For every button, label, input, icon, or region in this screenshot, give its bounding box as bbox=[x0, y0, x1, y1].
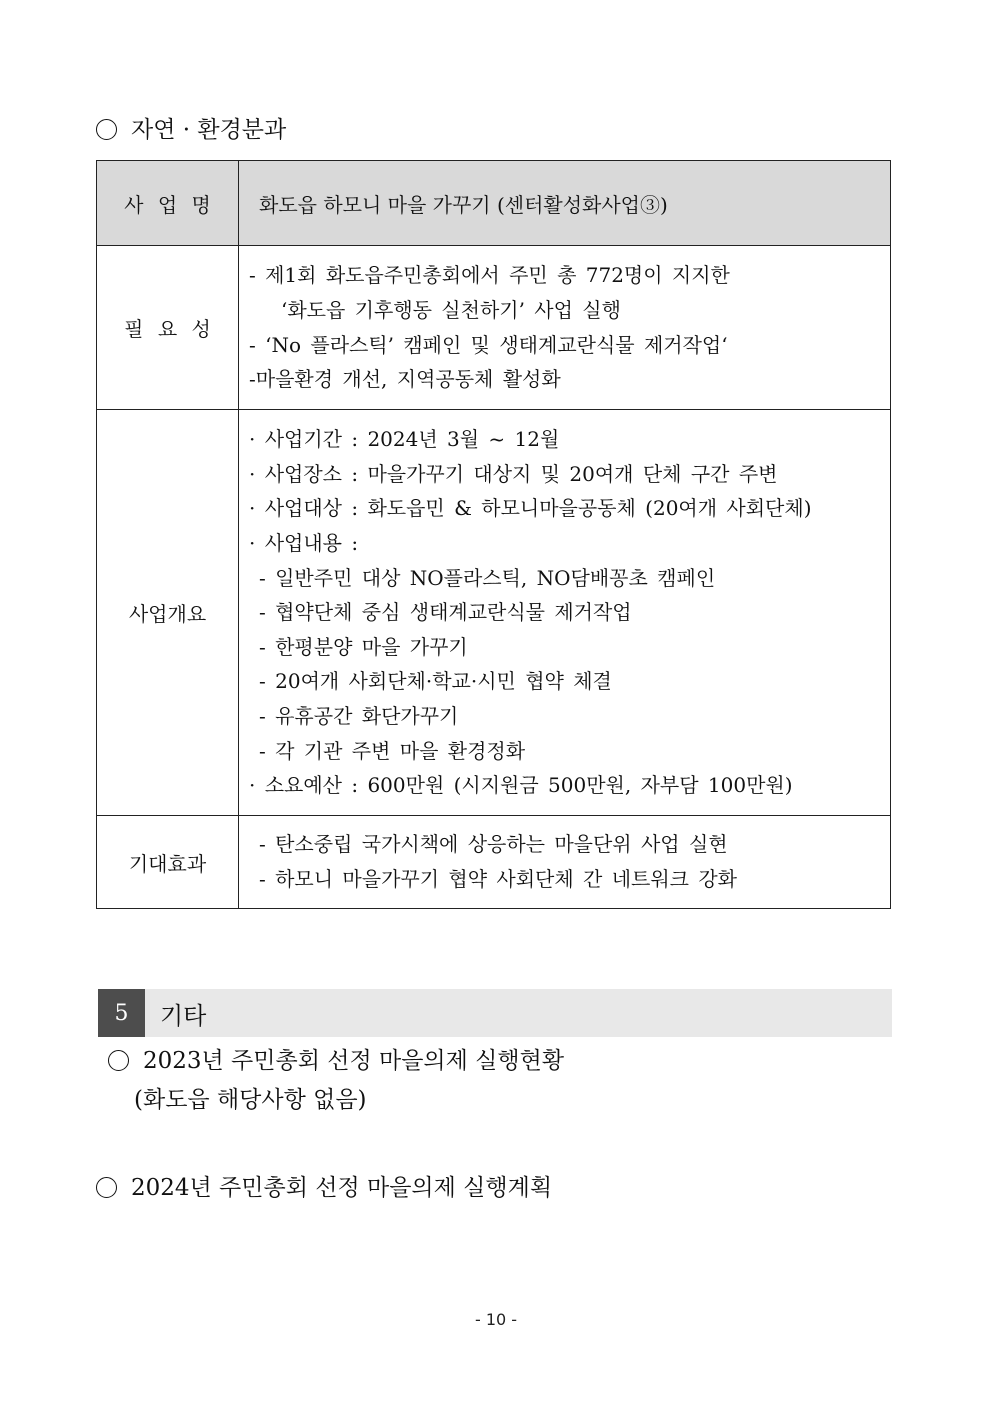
heading-text: 자연 · 환경분과 bbox=[131, 117, 287, 143]
list-item: - 각 기관 주변 마을 환경정화 bbox=[259, 738, 526, 763]
item-2024-heading bbox=[96, 1173, 552, 1203]
list-item: - 유휴공간 화단가꾸기 bbox=[259, 703, 459, 728]
list-item: - 일반주민 대상 NO플라스틱, NO담배꽁초 캠페인 bbox=[259, 565, 716, 590]
section-number-badge: 5 bbox=[98, 989, 145, 1037]
list-item: · 사업기간 : 2024년 3월 ~ 12월 bbox=[249, 427, 560, 452]
overview-content bbox=[239, 410, 891, 816]
effect-label: 기대효과 bbox=[97, 816, 239, 909]
list-item: ‘화도읍 기후행동 실천하기’ 사업 실행 bbox=[281, 297, 621, 322]
circle-bullet-icon bbox=[108, 1050, 129, 1071]
list-item: -마을환경 개선, 지역공동체 활성화 bbox=[249, 367, 561, 392]
necessity-label: 필 요 성 bbox=[97, 246, 239, 410]
list-item: · 소요예산 : 600만원 (시지원금 500만원, 자부담 100만원) bbox=[249, 773, 793, 798]
item-2023-note: (화도읍 해당사항 없음) bbox=[134, 1087, 367, 1113]
page-number: - 10 - bbox=[474, 1310, 518, 1329]
overview-label: 사업개요 bbox=[97, 410, 239, 816]
list-item: - 제1회 화도읍주민총회에서 주민 총 772명이 지지한 bbox=[249, 263, 730, 288]
table-row-overview bbox=[97, 410, 891, 816]
section-5-header bbox=[98, 989, 892, 1037]
effect-content bbox=[239, 816, 891, 909]
table-row-effect bbox=[97, 816, 891, 909]
nature-environment-heading bbox=[96, 115, 286, 145]
circle-bullet-icon bbox=[96, 119, 117, 140]
list-item: - ‘No 플라스틱’ 캠페인 및 생태계교란식물 제거작업‘ bbox=[249, 332, 728, 357]
project-name-label: 사 업 명 bbox=[97, 161, 239, 246]
list-item: · 사업대상 : 화도읍민 & 하모니마을공동체 (20여개 사회단체) bbox=[249, 496, 812, 521]
item-2023-heading bbox=[108, 1046, 564, 1076]
item-2024-text: 2024년 주민총회 선정 마을의제 실행계획 bbox=[131, 1175, 553, 1201]
list-item: - 한평분양 마을 가꾸기 bbox=[259, 634, 468, 659]
list-item: · 사업장소 : 마을가꾸기 대상지 및 20여개 단체 구간 주변 bbox=[249, 461, 778, 486]
table-row-project-name bbox=[97, 161, 891, 246]
necessity-content bbox=[239, 246, 891, 410]
item-2023-text: 2023년 주민총회 선정 마을의제 실행현황 bbox=[143, 1048, 565, 1074]
project-table bbox=[96, 160, 891, 909]
list-item: - 협약단체 중심 생태계교란식물 제거작업 bbox=[259, 600, 632, 625]
table-row-necessity bbox=[97, 246, 891, 410]
section-title: 기타 bbox=[160, 1001, 207, 1030]
list-item: · 사업내용 : bbox=[249, 531, 359, 556]
list-item: - 탄소중립 국가시책에 상응하는 마을단위 사업 실현 bbox=[259, 832, 728, 857]
circle-bullet-icon bbox=[96, 1177, 117, 1198]
project-name-value: 화도읍 하모니 마을 가꾸기 (센터활성화사업③) bbox=[239, 161, 891, 246]
list-item: - 하모니 마을가꾸기 협약 사회단체 간 네트워크 강화 bbox=[259, 867, 737, 891]
list-item: - 20여개 사회단체·학교·시민 협약 체결 bbox=[259, 669, 612, 694]
